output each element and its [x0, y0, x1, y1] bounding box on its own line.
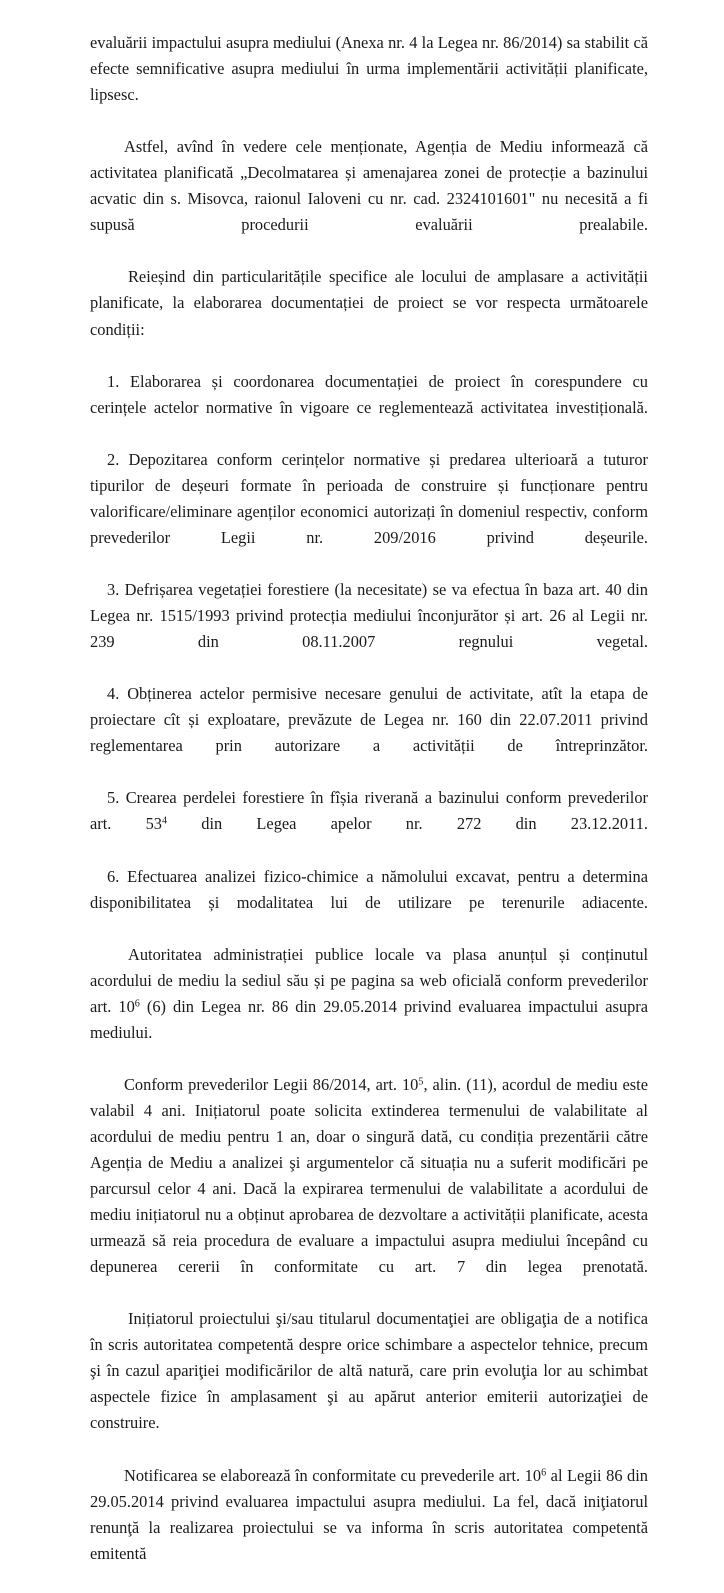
superscript-article-number: 6 — [541, 1467, 547, 1479]
paragraph-text-run: Inițiatorul proiectului şi/sau titularul documentaţiei are obligaţia de a notifica în scris autoritatea competentă despre orice schimbare a aspectelor tehnice, precum şi în cazul apariţiei modificărilor de altă natură, care prin evoluţia lor au schimbat aspectele fizice în amplasament şi au apărut anterior emiterii autorizaţiei de construire. — [90, 1309, 648, 1433]
document-paragraph — [90, 264, 648, 368]
superscript-article-number: 6 — [134, 998, 140, 1010]
document-paragraph — [90, 134, 648, 264]
superscript-article-number: 5 — [418, 1076, 424, 1088]
paragraph-text-run: Notificarea se elaborează în conformitate cu prevederile art. 10 — [124, 1465, 542, 1485]
paragraph-text-run: Autoritatea administrației publice locale va plasa anunțul și conținutul acordului de mediu la sediul său și pe pagina sa web oficială conform prevederilor art. 10 — [90, 944, 648, 1016]
document-paragraph — [90, 30, 648, 134]
paragraph-text-run: Conform prevederilor Legii 86/2014, art. 10 — [124, 1074, 419, 1094]
paragraph-text-run: 5. Crearea perdelei forestiere în fîșia riverană a bazinului conform prevederilor art. 53 — [90, 788, 648, 834]
condition-list-item — [90, 577, 648, 681]
paragraph-text-run: 6. Efectuarea analizei fizico-chimice a nămolului excavat, pentru a determina disponibilitatea și modalitatea lui de utilizare pe terenurile adiacente. — [90, 866, 648, 912]
paragraph-text-run: evaluării impactului asupra mediului (Anexa nr. 4 la Legea nr. 86/2014) sa stabilit că efecte semnificative asupra mediului în urma implementării activității planificate, lipsesc. — [90, 33, 648, 105]
paragraph-text-run: 3. Defrișarea vegetației forestiere (la necesitate) se va efectua în baza art. 40 din Legea nr. 1515/1993 privind protecția mediului înconjurător și art. 26 al Legii nr. 239 din 08.11.2007 regnului vegetal. — [90, 579, 648, 652]
paragraph-text-run: al Legii 86 din 29.05.2014 privind evaluarea impactului asupra mediului. La fel, dacă iniţiatorul renunţă la realizarea proiectului se va informa în scris autoritatea competentă emitentă — [90, 1465, 648, 1563]
paragraph-text-run: 4. Obținerea actelor permisive necesare genului de activitate, atît la etapa de proiectare cît și exploatare, prevăzute de Legea nr. 160 din 22.07.2011 privind reglementarea prin autorizare a activității de întreprinzător. — [90, 684, 648, 756]
paragraph-text-run: 2. Depozitarea conform cerințelor normative și predarea ulterioară a tuturor tipurilor de deșeuri formate în perioada de construire și funcționare pentru valorificare/eliminare agenților economici autorizați în domeniul respectiv, conform prevederilor Legii nr. 209/2016 privind deșeurile. — [90, 449, 648, 547]
document-paragraph — [90, 942, 648, 1072]
document-paragraph — [90, 1463, 648, 1593]
paragraph-text-run: din Legea apelor nr. 272 din 23.12.2011. — [167, 814, 648, 834]
condition-list-item — [90, 785, 648, 863]
condition-list-item — [90, 681, 648, 785]
paragraph-text-run: Astfel, avînd în vedere cele menționate, Agenția de Mediu informează că activitatea planificată „Decolmatarea și amenajarea zonei de protecție a bazinului acvatic din s. Misovca, raionul Ialoveni cu nr. cad. 2324101601" nu necesită a fi supusă procedurii evaluării prealabile. — [90, 137, 648, 235]
condition-list-item — [90, 447, 648, 577]
superscript-article-number: 4 — [161, 816, 168, 828]
document-paragraph — [90, 1072, 648, 1306]
paragraph-text-run: Reieșind din particularitățile specifice ale locului de amplasare a activității planificate, la elaborarea documentației de proiect se vor respecta următoarele condiții: — [90, 267, 648, 339]
condition-list-item — [90, 864, 648, 942]
paragraph-text-run: 1. Elaborarea și coordonarea documentației de proiect în corespundere cu cerințele actelor normative în vigoare ce reglementează activitatea investițională. — [90, 371, 648, 417]
document-body — [90, 30, 648, 1593]
paragraph-text-run: (6) din Legea nr. 86 din 29.05.2014 privind evaluarea impactului asupra mediului. — [90, 996, 649, 1042]
document-paragraph — [90, 1306, 648, 1462]
condition-list-item — [90, 369, 648, 447]
paragraph-text-run: , alin. (11), acordul de mediu este valabil 4 ani. Inițiatorul poate solicita extinderea termenului de valabilitate al acordului de mediu pentru 1 an, doar o singură dată, cu condiția prezentării către Agenția de Mediu a analizei şi argumentelor că situația nu a suferit modificări pe parcursul celor 4 ani. Dacă la expirarea termenului de valabilitate a acordului de mediu inițiatorul nu a obținut aprobarea de dezvoltare a activității planificate, acesta urmează să reia procedura de evaluare a impactului asupra mediului începând cu depunerea cererii în conformitate cu art. 7 din legea prenotată. — [90, 1074, 648, 1277]
